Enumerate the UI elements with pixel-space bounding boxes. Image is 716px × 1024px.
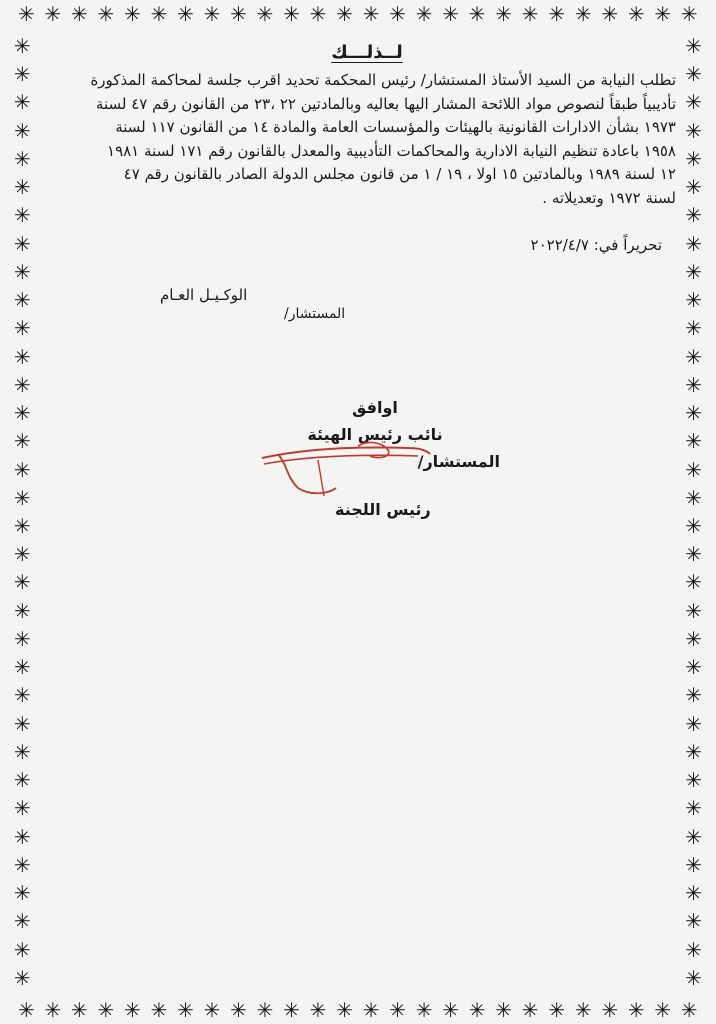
star-ornament-icon: ✳	[44, 2, 62, 26]
star-ornament-icon: ✳	[14, 937, 31, 962]
star-ornament-icon: ✳	[14, 344, 31, 369]
star-ornament-icon: ✳	[574, 2, 592, 26]
star-ornament-icon: ✳	[685, 288, 702, 313]
star-ornament-icon: ✳	[14, 852, 31, 877]
star-ornament-icon: ✳	[389, 2, 406, 26]
star-ornament-icon: ✳	[468, 998, 486, 1022]
star-ornament-icon: ✳	[256, 998, 274, 1022]
star-ornament-icon: ✳	[685, 457, 702, 482]
paragraph-line: تأديبياً طبقاً لنصوص مواد اللائحة المشار اليها بعاليه وبالمادتين ٢٢ ،٢٣ من القانون رقم ٤٧ لسنة	[95, 94, 676, 113]
star-ornament-icon: ✳	[680, 998, 698, 1022]
star-ornament-icon: ✳	[14, 146, 31, 171]
star-ornament-icon: ✳	[415, 2, 433, 26]
document-body	[58, 36, 676, 210]
prosecutor-title: الوكـيـل العـام	[160, 286, 248, 304]
star-ornament-icon: ✳	[601, 2, 619, 26]
star-ornament-icon: ✳	[14, 598, 31, 623]
star-ornament-icon: ✳	[521, 2, 539, 26]
star-ornament-icon: ✳	[14, 683, 31, 708]
star-ornament-icon: ✳	[14, 881, 31, 906]
star-ornament-icon: ✳	[124, 2, 141, 26]
star-ornament-icon: ✳	[18, 2, 35, 26]
star-ornament-icon: ✳	[685, 203, 702, 228]
prosecutor-name: المستشار/	[284, 306, 346, 322]
paragraph-line: لسنة ١٩٧٢ وتعديلاته .	[542, 188, 676, 207]
star-ornament-icon: ✳	[685, 513, 702, 538]
star-ornament-icon: ✳	[309, 998, 327, 1022]
star-ornament-icon: ✳	[685, 824, 702, 849]
star-ornament-icon: ✳	[362, 998, 380, 1022]
issue-date: تحريراً في: ٢٠٢٢/٤/٧	[530, 236, 662, 254]
star-ornament-icon: ✳	[14, 570, 31, 595]
star-ornament-icon: ✳	[685, 259, 702, 284]
star-ornament-icon: ✳	[283, 2, 300, 26]
paragraph-line: ١٩٧٣ بشأن الادارات القانونية بالهيئات والمؤسسات العامة والمادة ١٤ من القانون ١١٧ لسنة	[115, 118, 676, 136]
star-ornament-icon: ✳	[14, 231, 31, 256]
star-ornament-icon: ✳	[230, 2, 247, 26]
star-ornament-icon: ✳	[685, 34, 702, 58]
paragraph-line: ١٩٥٨ باعادة تنظيم النيابة الادارية والمحاكمات التأديبية والمعدل بالقانون رقم ١٧١ لسنة ١٩٨١	[107, 141, 676, 160]
star-ornament-icon: ✳	[548, 2, 566, 26]
star-ornament-icon: ✳	[495, 998, 513, 1022]
counselor-label: المستشار/	[417, 452, 500, 471]
star-ornament-icon: ✳	[468, 2, 486, 26]
handwritten-signature	[258, 436, 458, 506]
star-ornament-icon: ✳	[14, 90, 31, 115]
star-ornament-icon: ✳	[14, 739, 31, 764]
star-ornament-icon: ✳	[336, 998, 353, 1022]
star-ornament-icon: ✳	[14, 626, 31, 651]
paragraph-line: تطلب النيابة من السيد الأستاذ المستشار/ رئيس المحكمة تحديد اقرب جلسة لمحاكمة المذكورة	[90, 71, 676, 89]
star-ornament-icon: ✳	[415, 998, 433, 1022]
star-ornament-icon: ✳	[685, 739, 702, 764]
star-ornament-icon: ✳	[97, 2, 115, 26]
star-ornament-icon: ✳	[97, 998, 115, 1022]
border-left	[14, 36, 31, 988]
star-ornament-icon: ✳	[14, 457, 31, 482]
approval-label: اوافق	[352, 398, 398, 417]
star-ornament-icon: ✳	[14, 175, 31, 200]
star-ornament-icon: ✳	[680, 2, 698, 26]
star-ornament-icon: ✳	[685, 316, 702, 341]
star-ornament-icon: ✳	[685, 937, 702, 962]
star-ornament-icon: ✳	[574, 998, 592, 1022]
star-ornament-icon: ✳	[685, 909, 702, 934]
star-ornament-icon: ✳	[685, 965, 702, 990]
star-ornament-icon: ✳	[685, 655, 702, 680]
star-ornament-icon: ✳	[177, 2, 194, 26]
star-ornament-icon: ✳	[14, 711, 31, 736]
star-ornament-icon: ✳	[177, 998, 194, 1022]
star-ornament-icon: ✳	[521, 998, 539, 1022]
star-ornament-icon: ✳	[685, 542, 702, 567]
star-ornament-icon: ✳	[14, 965, 31, 990]
star-ornament-icon: ✳	[685, 401, 702, 426]
star-ornament-icon: ✳	[124, 998, 141, 1022]
star-ornament-icon: ✳	[283, 998, 300, 1022]
star-ornament-icon: ✳	[14, 203, 31, 228]
star-ornament-icon: ✳	[685, 118, 702, 143]
star-ornament-icon: ✳	[442, 2, 460, 26]
star-ornament-icon: ✳	[71, 2, 88, 26]
star-ornament-icon: ✳	[685, 175, 702, 200]
star-ornament-icon: ✳	[548, 998, 566, 1022]
border-top	[18, 4, 698, 24]
star-ornament-icon: ✳	[230, 998, 247, 1022]
star-ornament-icon: ✳	[685, 485, 702, 510]
star-ornament-icon: ✳	[685, 796, 702, 821]
star-ornament-icon: ✳	[14, 796, 31, 821]
star-ornament-icon: ✳	[14, 259, 31, 284]
star-ornament-icon: ✳	[685, 626, 702, 651]
request-paragraph	[58, 69, 676, 210]
star-ornament-icon: ✳	[14, 34, 31, 58]
star-ornament-icon: ✳	[685, 62, 702, 87]
committee-head-title: رئيس اللجنة	[335, 500, 431, 519]
star-ornament-icon: ✳	[685, 372, 702, 397]
star-ornament-icon: ✳	[627, 2, 645, 26]
star-ornament-icon: ✳	[685, 231, 702, 256]
star-ornament-icon: ✳	[685, 344, 702, 369]
star-ornament-icon: ✳	[685, 768, 702, 793]
star-ornament-icon: ✳	[14, 62, 31, 87]
star-ornament-icon: ✳	[71, 998, 88, 1022]
star-ornament-icon: ✳	[685, 146, 702, 171]
star-ornament-icon: ✳	[14, 118, 31, 143]
star-ornament-icon: ✳	[309, 2, 327, 26]
star-ornament-icon: ✳	[14, 768, 31, 793]
star-ornament-icon: ✳	[18, 998, 35, 1022]
star-ornament-icon: ✳	[14, 909, 31, 934]
star-ornament-icon: ✳	[203, 2, 221, 26]
star-ornament-icon: ✳	[685, 429, 702, 454]
star-ornament-icon: ✳	[14, 542, 31, 567]
star-ornament-icon: ✳	[685, 598, 702, 623]
star-ornament-icon: ✳	[389, 998, 406, 1022]
star-ornament-icon: ✳	[685, 570, 702, 595]
star-ornament-icon: ✳	[685, 90, 702, 115]
star-ornament-icon: ✳	[44, 998, 62, 1022]
deputy-title: نائب رئيس الهيئة	[307, 425, 443, 444]
star-ornament-icon: ✳	[203, 998, 221, 1022]
document-heading: لــذلـــك	[331, 42, 403, 63]
star-ornament-icon: ✳	[14, 288, 31, 313]
star-ornament-icon: ✳	[150, 998, 168, 1022]
star-ornament-icon: ✳	[654, 2, 672, 26]
star-ornament-icon: ✳	[362, 2, 380, 26]
star-ornament-icon: ✳	[442, 998, 460, 1022]
star-ornament-icon: ✳	[685, 881, 702, 906]
star-ornament-icon: ✳	[14, 429, 31, 454]
star-ornament-icon: ✳	[685, 852, 702, 877]
star-ornament-icon: ✳	[601, 998, 619, 1022]
paragraph-line: ١٢ لسنة ١٩٨٩ وبالمادتين ١٥ اولا ، ١٩ / ١ من قانون مجلس الدولة الصادر بالقانون رقم ٤٧	[123, 165, 676, 183]
star-ornament-icon: ✳	[336, 2, 353, 26]
star-ornament-icon: ✳	[14, 655, 31, 680]
star-ornament-icon: ✳	[14, 485, 31, 510]
star-ornament-icon: ✳	[150, 2, 168, 26]
star-ornament-icon: ✳	[495, 2, 513, 26]
star-ornament-icon: ✳	[256, 2, 274, 26]
star-ornament-icon: ✳	[14, 401, 31, 426]
star-ornament-icon: ✳	[14, 372, 31, 397]
star-ornament-icon: ✳	[627, 998, 645, 1022]
border-right	[685, 36, 702, 988]
star-ornament-icon: ✳	[14, 824, 31, 849]
star-ornament-icon: ✳	[14, 513, 31, 538]
border-bottom	[18, 1000, 698, 1020]
star-ornament-icon: ✳	[14, 316, 31, 341]
star-ornament-icon: ✳	[685, 683, 702, 708]
star-ornament-icon: ✳	[654, 998, 672, 1022]
star-ornament-icon: ✳	[685, 711, 702, 736]
